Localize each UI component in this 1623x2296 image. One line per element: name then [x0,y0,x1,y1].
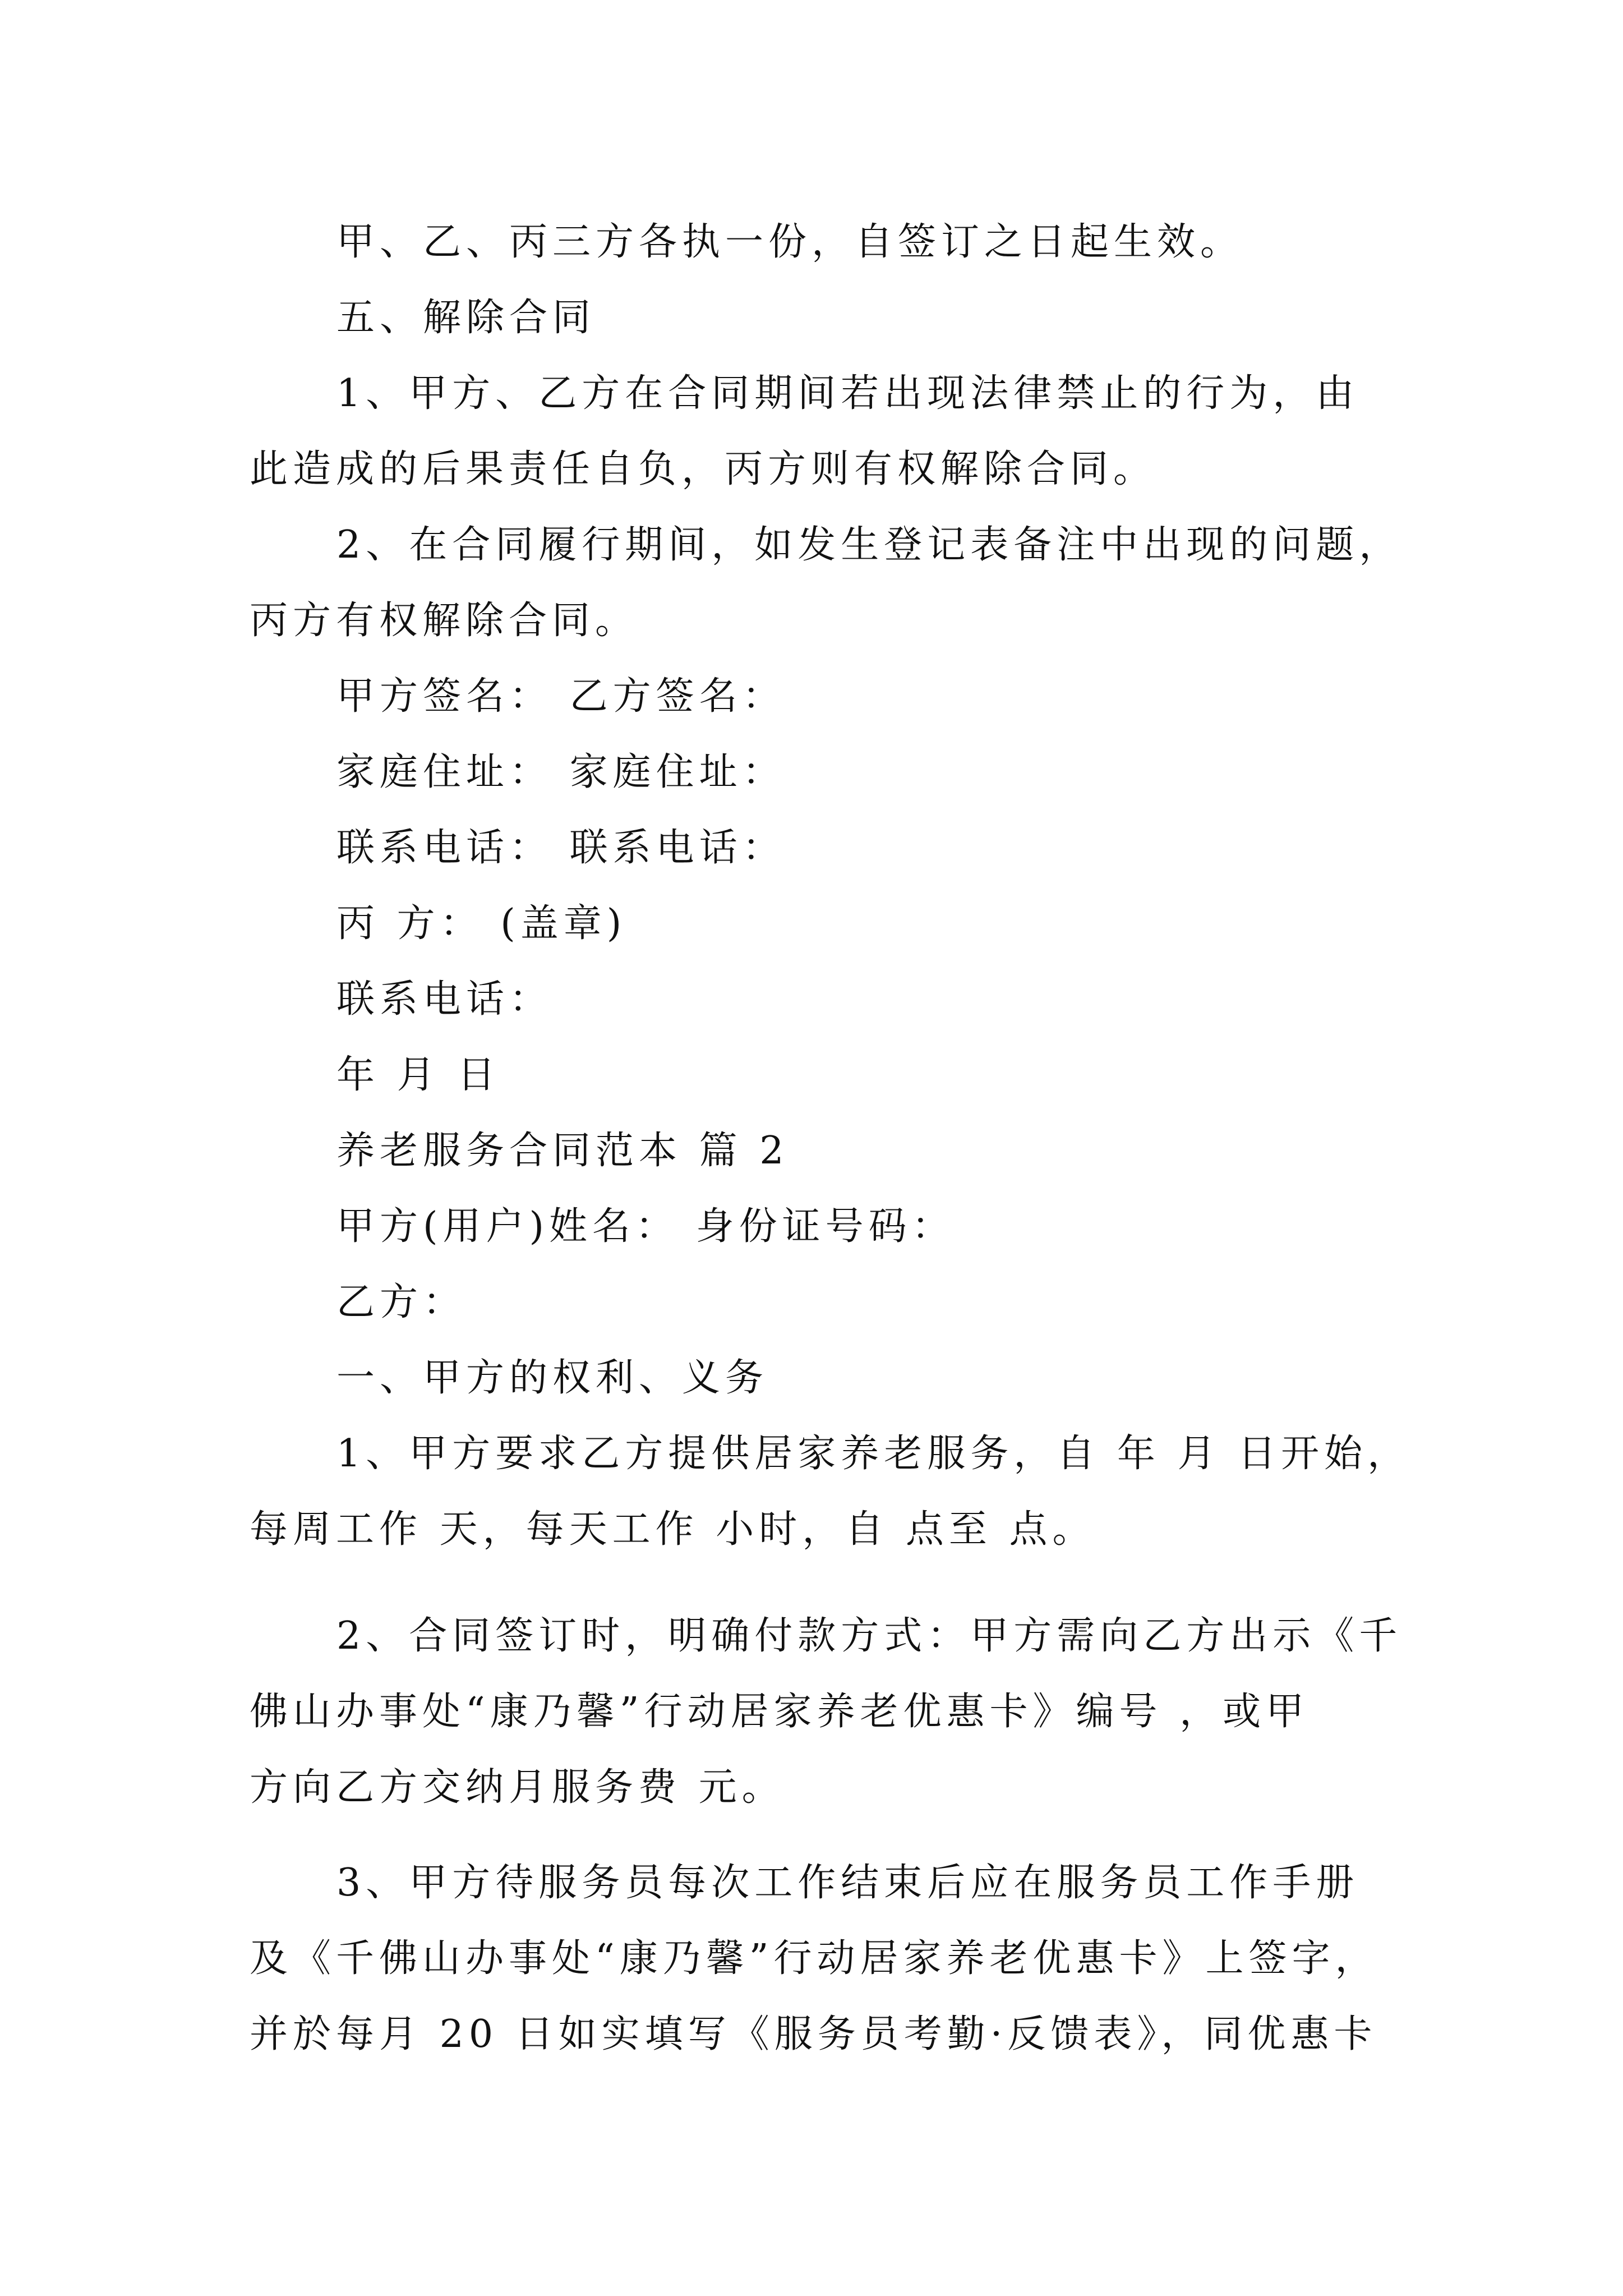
address-line: 家庭住址： 家庭住址： [336,750,786,794]
rights-clause-2-line-1: 2、合同签订时，明确付款方式：甲方需向乙方出示《千 [336,1614,1403,1658]
rights-clause-3-line-2: 及《千佛山办事处“康乃馨”行动居家养老优惠卡》上签字， [250,1936,1378,1981]
party-c-seal-line: 丙 方： (盖章) [336,901,627,946]
section-heading-termination: 五、解除合同 [336,296,596,340]
clause-2-line-1: 2、在合同履行期间，如发生登记表备注中出现的问题， [336,523,1403,567]
signature-line: 甲方签名： 乙方签名： [336,674,786,719]
phone-line: 联系电话： 联系电话： [336,826,786,870]
rights-clause-2-line-2: 佛山办事处“康乃馨”行动居家养老优惠卡》编号 ，或甲 [250,1690,1310,1734]
rights-clause-3-line-1: 3、甲方待服务员每次工作结束后应在服务员工作手册 [336,1861,1359,1905]
party-a-name-id-line: 甲方(用户)姓名： 身份证号码： [336,1204,955,1249]
rights-clause-2-line-3: 方向乙方交纳月服务费 元。 [250,1765,785,1810]
clause-2-line-2: 丙方有权解除合同。 [250,599,639,643]
contract-title-part-2: 养老服务合同范本 篇 2 [336,1129,789,1173]
party-c-phone-line: 联系电话： [336,977,553,1022]
text-line-effective-clause: 甲、乙、丙三方各执一份，自签订之日起生效。 [336,220,1244,264]
party-b-line: 乙方： [336,1280,467,1324]
rights-clause-1-line-2: 每周工作 天，每天工作 小时，自 点至 点。 [250,1507,1096,1552]
date-line: 年 月 日 [336,1053,501,1097]
section-heading-rights: 一、甲方的权利、义务 [336,1356,769,1400]
clause-1-line-2: 此造成的后果责任自负，丙方则有权解除合同。 [250,447,1157,491]
rights-clause-1-line-1: 1、甲方要求乙方提供居家养老服务，自 年 月 日开始， [336,1432,1411,1476]
rights-clause-3-line-3: 并於每月 20 日如实填写《服务员考勤·反馈表》，同优惠卡 [250,2012,1377,2056]
clause-1-line-1: 1、甲方、乙方在合同期间若出现法律禁止的行为，由 [336,371,1359,416]
